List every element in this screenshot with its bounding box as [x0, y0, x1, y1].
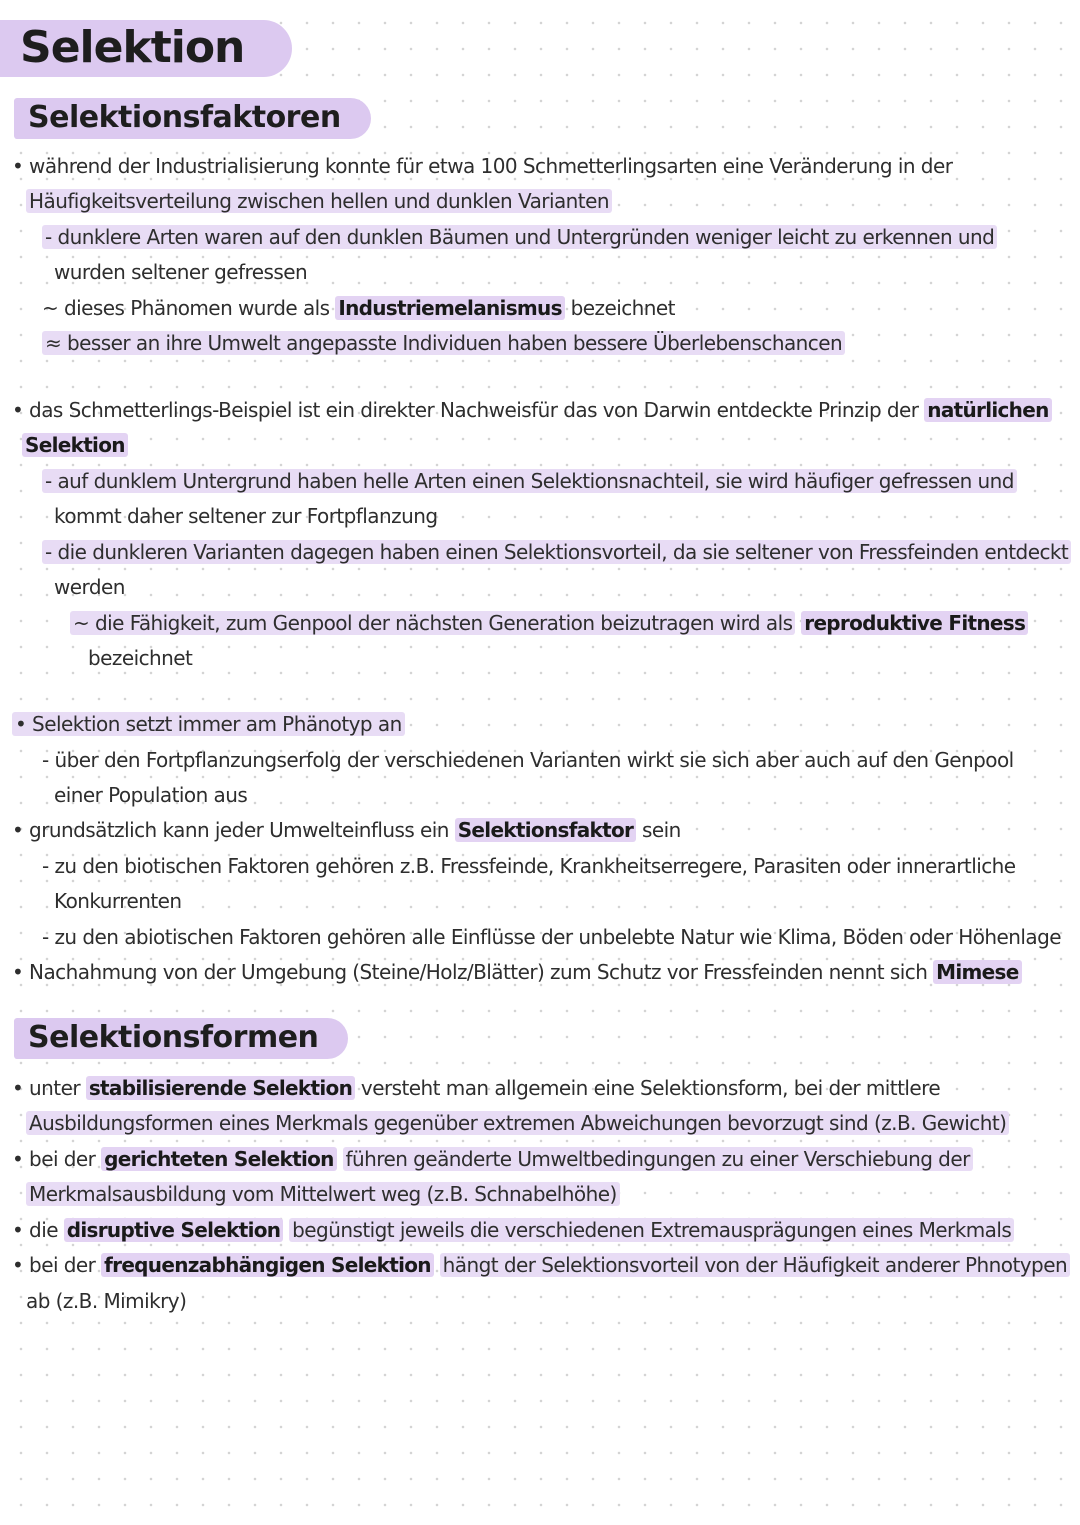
text-segment: versteht man allgemein eine Selektionsform, bei der mittlere	[360, 1076, 941, 1100]
text-segment: • Nachahmung von der Umgebung (Steine/Holz/Blätter) zum Schutz vor Fressfeinden nennt sich	[12, 960, 928, 984]
text-segment: • unter	[12, 1076, 81, 1100]
keyword-natuerlichen: natürlichen	[924, 398, 1051, 422]
keyword-industriemelanismus: Industriemelanismus	[335, 296, 564, 320]
section-heading-selektionsfaktoren: Selektionsfaktoren	[14, 98, 371, 139]
text-line: einer Population aus	[54, 783, 248, 807]
section-heading-selektionsformen: Selektionsformen	[14, 1018, 348, 1059]
text-line: ab (z.B. Mimikry)	[26, 1289, 187, 1313]
text-segment: • bei der	[12, 1253, 96, 1277]
text-segment: • die	[12, 1218, 58, 1242]
text-line: werden	[54, 575, 125, 599]
text-line: wurden seltener gefressen	[54, 260, 308, 284]
highlight: führen geänderte Umweltbedingungen zu einer Verschiebung der	[343, 1147, 973, 1171]
text-line	[26, 1182, 620, 1206]
text-line: kommt daher seltener zur Fortpflanzung	[54, 504, 438, 528]
keyword-selektion: Selektion	[22, 433, 128, 457]
text-line	[12, 398, 1052, 422]
highlight: ≈ besser an ihre Umwelt angepasste Individuen haben bessere Überlebenschancen	[42, 331, 845, 355]
highlight: - dunklere Arten waren auf den dunklen Bäumen und Untergründen weniger leicht zu erkennen und	[42, 225, 997, 249]
text-line	[12, 1218, 1014, 1242]
highlight: Ausbildungsformen eines Merkmals gegenüber extremen Abweichungen bevorzugt sind (z.B. Gewicht)	[26, 1111, 1009, 1135]
keyword-disruptive-selektion: disruptive Selektion	[64, 1218, 284, 1242]
text-line	[12, 1076, 940, 1100]
keyword-frequenzabhaengigen-selektion: frequenzabhängigen Selektion	[101, 1253, 434, 1277]
text-line	[12, 1147, 973, 1171]
text-line	[42, 225, 997, 249]
keyword-reproduktive-fitness: reproduktive Fitness	[801, 611, 1028, 635]
text-segment: • grundsätzlich kann jeder Umwelteinfluss ein	[12, 818, 449, 842]
highlight: • Selektion setzt immer am Phänotyp an	[12, 712, 405, 736]
text-segment: • bei der	[12, 1147, 96, 1171]
text-line	[42, 540, 1071, 564]
text-line	[26, 1111, 1009, 1135]
highlight: hängt der Selektionsvorteil von der Häufigkeit anderer Phnotypen	[440, 1253, 1070, 1277]
keyword-gerichteten-selektion: gerichteten Selektion	[101, 1147, 337, 1171]
text-line	[12, 960, 1022, 984]
keyword-stabilisierende-selektion: stabilisierende Selektion	[86, 1076, 355, 1100]
keyword-selektionsfaktor: Selektionsfaktor	[455, 818, 636, 842]
text-segment: sein	[641, 818, 681, 842]
text-line: bezeichnet	[88, 646, 193, 670]
text-line	[22, 433, 128, 457]
highlight: Merkmalsausbildung vom Mittelwert weg (z.B. Schnabelhöhe)	[26, 1182, 620, 1206]
highlight: - auf dunklem Untergrund haben helle Arten einen Selektionsnachteil, sie wird häufiger gefressen und	[42, 469, 1017, 493]
text-line	[70, 611, 1028, 635]
highlight: begünstigt jeweils die verschiedenen Extremausprägungen eines Merkmals	[289, 1218, 1014, 1242]
text-line	[42, 331, 845, 355]
highlight: Häufigkeitsverteilung zwischen hellen und dunklen Varianten	[26, 189, 612, 213]
keyword-mimese: Mimese	[933, 960, 1021, 984]
text-segment: bezeichnet	[570, 296, 675, 320]
text-segment: • das Schmetterlings-Beispiel ist ein direkter Nachweisfür das von Darwin entdeckte Prinzip der	[12, 398, 919, 422]
text-line: • während der Industrialisierung konnte für etwa 100 Schmetterlingsarten eine Veränderung in der	[12, 154, 953, 178]
text-line	[12, 712, 405, 736]
text-segment: ~ dieses Phänomen wurde als	[42, 296, 330, 320]
text-line: - über den Fortpflanzungserfolg der verschiedenen Varianten wirkt sie sich aber auch auf den Genpool	[42, 748, 1014, 772]
page-title: Selektion	[0, 20, 292, 77]
text-line: - zu den biotischen Faktoren gehören z.B. Fressfeinde, Krankheitserregere, Parasiten oder innerartliche	[42, 854, 1016, 878]
text-line	[12, 1253, 1070, 1277]
highlight: ~ die Fähigkeit, zum Genpool der nächsten Generation beizutragen wird als	[70, 611, 795, 635]
text-line	[42, 296, 675, 320]
highlight: - die dunkleren Varianten dagegen haben einen Selektionsvorteil, da sie seltener von Fressfeinden entdeckt	[42, 540, 1071, 564]
text-line	[12, 818, 681, 842]
text-line: - zu den abiotischen Faktoren gehören alle Einflüsse der unbelebte Natur wie Klima, Böden oder Höhenlage	[42, 925, 1062, 949]
text-line	[42, 469, 1017, 493]
text-line	[26, 189, 612, 213]
text-line: Konkurrenten	[54, 889, 182, 913]
